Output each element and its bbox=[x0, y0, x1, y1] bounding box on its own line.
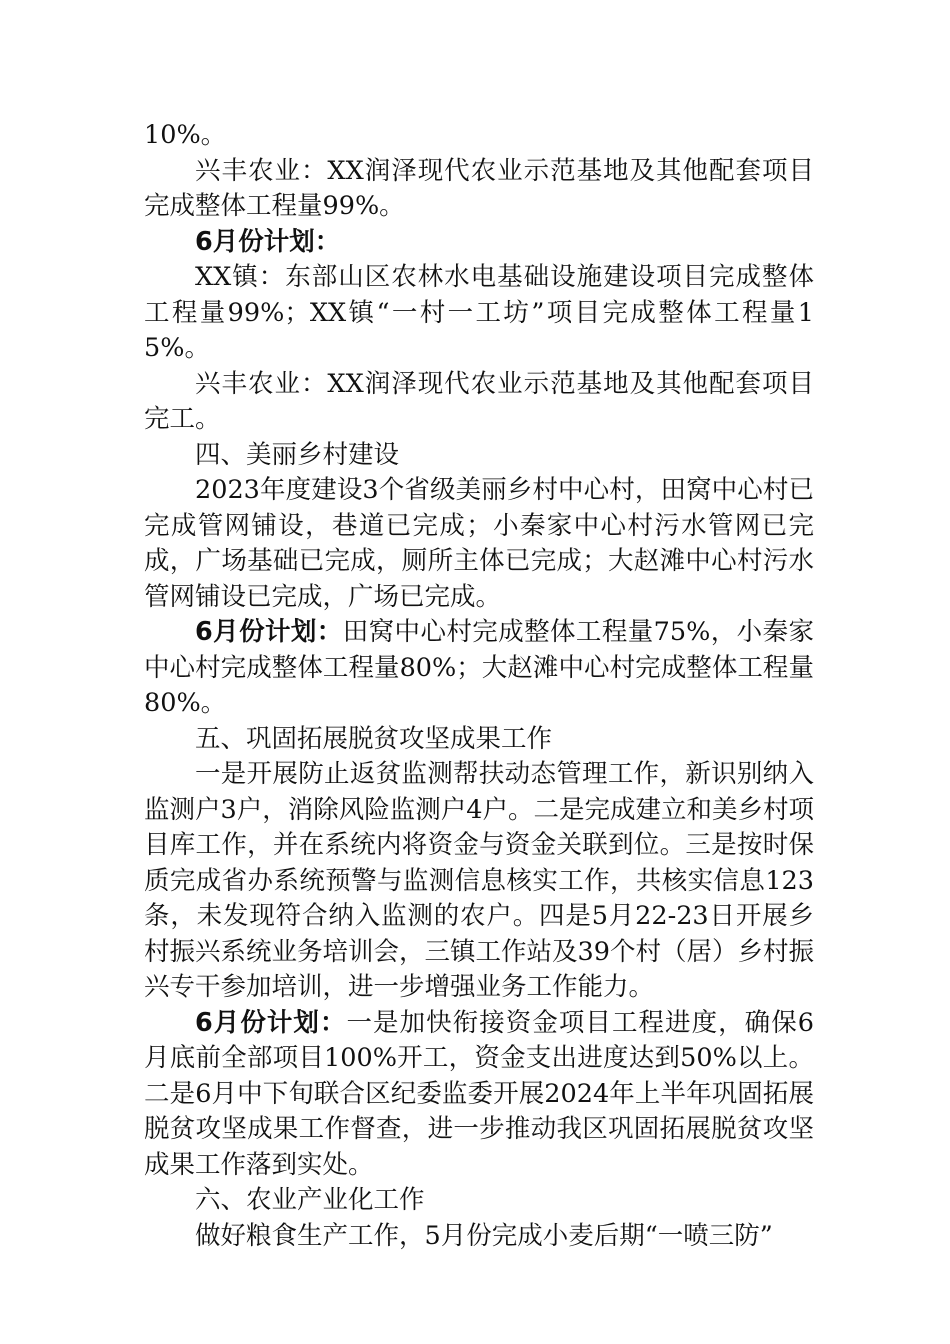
section-heading-poverty: 五、巩固拓展脱贫攻坚成果工作 bbox=[195, 723, 553, 754]
paragraph-poverty-work: 一是开展防止返贫监测帮扶动态管理工作，新识别纳入监测户3户，消除风险监测户4户。二是完成建立和美乡村项目库工作，并在系统内将资金与资金关联到位。三是按时保质完成省办系统预警与监测信息核实工作，共核实信息123条，未发现符合纳入监测的农户。四是5月22-23日开展乡村振兴系统业务培训会，三镇工作站及39个村（居）乡村振兴专干参加培训，进一步增强业务工作能力。 bbox=[144, 759, 814, 1002]
document-page bbox=[144, 118, 814, 1254]
june-plan-heading: 6月份计划： bbox=[195, 226, 341, 257]
paragraph-town-plan: XX镇：东部山区农林水电基础设施建设项目完成整体工程量99%；XX镇“一村一工坊”项目完成整体工程量15%。 bbox=[144, 262, 814, 363]
section-heading-industrialization: 六、农业产业化工作 bbox=[195, 1185, 425, 1215]
paragraph-june-plan-village bbox=[144, 615, 814, 722]
paragraph-xingfeng-progress: 兴丰农业：XX润泽现代农业示范基地及其他配套项目完成整体工程量99%。 bbox=[144, 155, 814, 221]
section-heading-beautiful-village: 四、美丽乡村建设 bbox=[195, 439, 400, 470]
june-plan-text: 一是加快衔接资金项目工程进度，确保6月底前全部项目100%开工，资金支出进度达到50%以上。二是6月中下旬联合区纪委监委开展2024年上半年巩固拓展脱贫攻坚成果工作督查，进一步推动我区巩固拓展脱贫攻坚成果工作落到实处。 bbox=[144, 1007, 814, 1180]
paragraph-grain-production: 做好粮食生产工作，5月份完成小麦后期“一喷三防” bbox=[195, 1220, 773, 1251]
paragraph-beautiful-village: 2023年度建设3个省级美丽乡村中心村，田窝中心村已完成管网铺设，巷道已完成；小秦家中心村污水管网已完成，广场基础已完成，厕所主体已完成；大赵滩中心村污水管网铺设已完成，广场已完成。 bbox=[144, 475, 814, 612]
paragraph-xingfeng-plan: 兴丰农业：XX润泽现代农业示范基地及其他配套项目完工。 bbox=[144, 368, 814, 434]
paragraph-continuation: 10%。 bbox=[144, 120, 227, 150]
june-plan-label: 6月份计划： bbox=[195, 1007, 347, 1038]
paragraph-june-plan-poverty bbox=[144, 1006, 814, 1184]
june-plan-text: 田窝中心村完成整体工程量75%，小秦家中心村完成整体工程量80%；大赵滩中心村完成整体工程量80%。 bbox=[144, 617, 814, 718]
june-plan-label: 6月份计划： bbox=[195, 617, 343, 647]
